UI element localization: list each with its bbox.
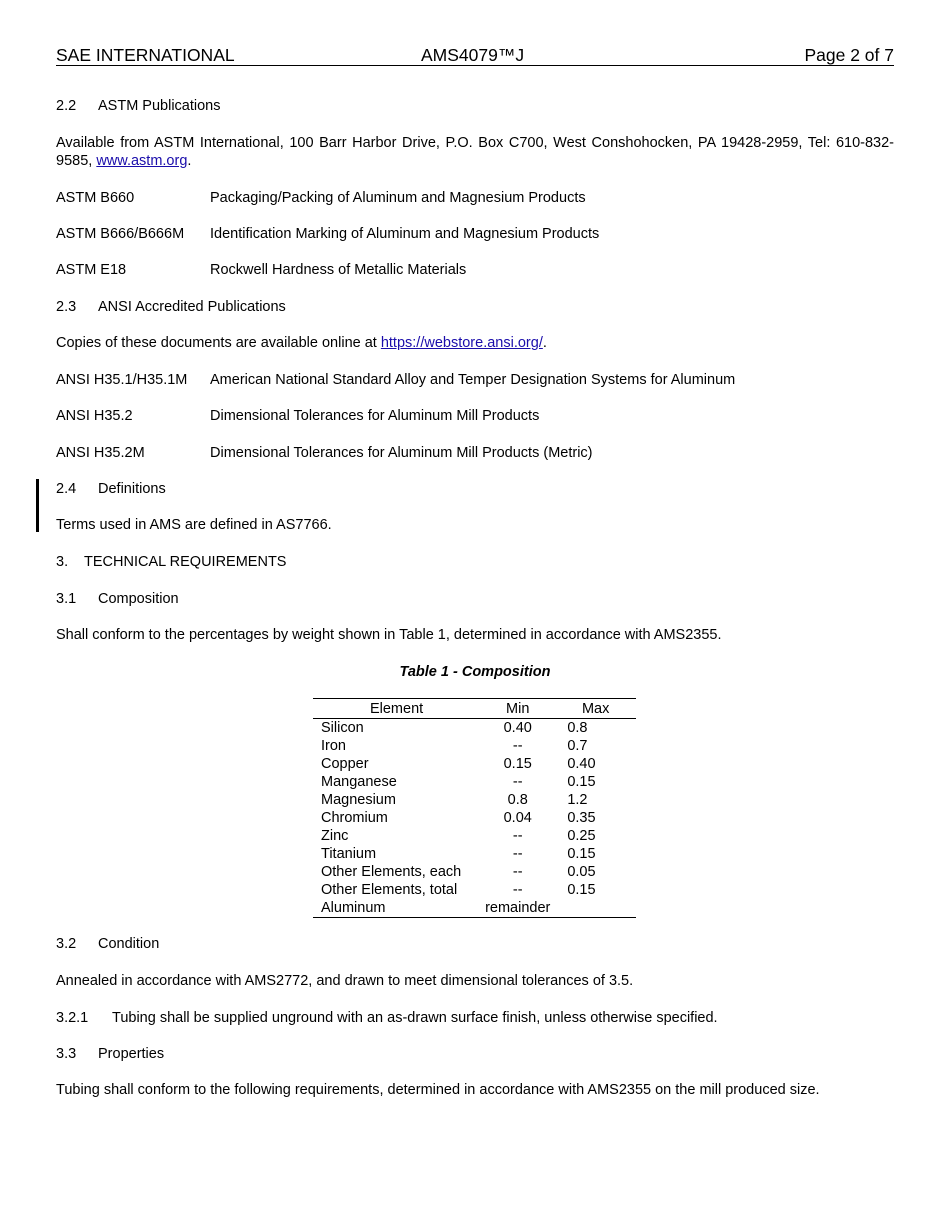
cell-max: 0.8 <box>567 720 588 736</box>
astm-availability-paragraph <box>56 134 894 170</box>
reference-code: ASTM E18 <box>56 262 127 278</box>
reference-title: American National Standard Alloy and Temper Designation Systems for Aluminum <box>210 372 736 388</box>
cell-min: 0.8 <box>507 792 528 808</box>
properties-paragraph: Tubing shall conform to the following requirements, determined in accordance with AMS2355 on the mill produced size. <box>56 1082 820 1098</box>
cell-element: Titanium <box>321 846 377 862</box>
reference-code: ANSI H35.2 <box>56 408 133 424</box>
cell-element: Other Elements, each <box>321 864 462 880</box>
column-header-element: Element <box>313 699 480 719</box>
definitions-paragraph: Terms used in AMS are defined in AS7766. <box>56 517 332 533</box>
header-document-number: AMS4079™J <box>421 45 525 65</box>
cell-max <box>555 899 636 918</box>
astm-availability-text: Available from ASTM International, 100 Barr Harbor Drive, P.O. Box C700, West Conshohocken, PA 19428-2959, Tel: 610-832-9585, <box>56 135 894 169</box>
cell-min: remainder <box>480 899 555 918</box>
cell-max: 0.15 <box>567 846 596 862</box>
table-row <box>313 809 636 827</box>
cell-max: 0.05 <box>567 864 596 880</box>
section-3-2-1-paragraph <box>56 1009 718 1027</box>
cell-min: -- <box>512 828 523 844</box>
cell-max: 0.25 <box>567 828 596 844</box>
table-row <box>313 881 636 899</box>
cell-max: 0.40 <box>567 756 596 772</box>
table-row <box>313 791 636 809</box>
reference-code: ANSI H35.1/H35.1M <box>56 372 188 388</box>
cell-min: -- <box>512 882 523 898</box>
section-2-4-heading <box>56 480 166 498</box>
section-number: 3.3 <box>56 1046 77 1062</box>
cell-element: Other Elements, total <box>321 882 458 898</box>
reference-code: ANSI H35.2M <box>56 445 145 461</box>
ansi-availability-text: Copies of these documents are available online at <box>56 335 381 351</box>
cell-element: Zinc <box>321 828 349 844</box>
document-page <box>56 0 894 1230</box>
cell-max: 0.35 <box>567 810 596 826</box>
table-row <box>313 773 636 791</box>
header-organization: SAE INTERNATIONAL <box>56 45 235 65</box>
table-row <box>313 845 636 863</box>
section-3-3-heading <box>56 1045 164 1063</box>
table-row <box>313 719 636 738</box>
table-row <box>313 863 636 881</box>
section-number: 2.2 <box>56 98 77 114</box>
composition-paragraph: Shall conform to the percentages by weight shown in Table 1, determined in accordance with AMS2355. <box>56 627 722 643</box>
table-row <box>313 755 636 773</box>
cell-min: 0.04 <box>503 810 532 826</box>
reference-title: Packaging/Packing of Aluminum and Magnesium Products <box>210 190 586 206</box>
section-title: Condition <box>98 936 160 952</box>
reference-title: Rockwell Hardness of Metallic Materials <box>210 262 467 278</box>
page-header <box>56 43 894 66</box>
ansi-link-period: . <box>542 335 547 351</box>
section-number: 2.4 <box>56 481 77 497</box>
cell-max: 0.15 <box>567 774 596 790</box>
reference-title: Identification Marking of Aluminum and Magnesium Products <box>210 226 600 242</box>
cell-min: -- <box>512 738 523 754</box>
cell-element: Aluminum <box>313 899 480 918</box>
section-number: 3.2.1 <box>56 1010 89 1026</box>
cell-element: Silicon <box>321 720 364 736</box>
table-header-row <box>313 699 636 719</box>
reference-title: Dimensional Tolerances for Aluminum Mill Products (Metric) <box>210 445 593 461</box>
reference-code: ASTM B660 <box>56 190 135 206</box>
section-text: Tubing shall be supplied unground with an as-drawn surface finish, unless otherwise specified. <box>112 1010 718 1026</box>
table-row <box>313 899 636 918</box>
astm-link-period: . <box>187 153 192 169</box>
column-header-max: Max <box>555 699 636 719</box>
reference-title: Dimensional Tolerances for Aluminum Mill Products <box>210 408 540 424</box>
section-number: 3.2 <box>56 936 77 952</box>
cell-element: Chromium <box>321 810 388 826</box>
cell-element: Iron <box>321 738 346 754</box>
cell-max: 1.2 <box>567 792 588 808</box>
section-title: ASTM Publications <box>98 98 221 114</box>
reference-code: ASTM B666/B666M <box>56 226 185 242</box>
section-number: 3. <box>56 554 69 570</box>
cell-max: 0.15 <box>567 882 596 898</box>
astm-website-link[interactable]: www.astm.org <box>96 153 188 169</box>
section-3-heading <box>56 553 286 571</box>
ansi-availability-paragraph <box>56 334 547 352</box>
cell-min: 0.40 <box>503 720 532 736</box>
revision-change-bar <box>36 479 39 532</box>
composition-table <box>313 698 636 918</box>
section-3-2-heading <box>56 935 159 953</box>
ansi-webstore-link[interactable]: https://webstore.ansi.org/ <box>380 335 543 351</box>
cell-element: Copper <box>321 756 369 772</box>
section-number: 3.1 <box>56 591 77 607</box>
section-number: 2.3 <box>56 299 77 315</box>
cell-min: -- <box>512 864 523 880</box>
section-2-2-heading <box>56 97 221 115</box>
cell-min: -- <box>512 846 523 862</box>
condition-paragraph: Annealed in accordance with AMS2772, and drawn to meet dimensional tolerances of 3.5. <box>56 973 634 989</box>
cell-element: Manganese <box>321 774 397 790</box>
header-page-number: Page 2 of 7 <box>804 45 894 65</box>
cell-max: 0.7 <box>567 738 588 754</box>
cell-min: 0.15 <box>503 756 532 772</box>
section-title: Properties <box>98 1046 165 1062</box>
cell-min: -- <box>512 774 523 790</box>
section-title: TECHNICAL REQUIREMENTS <box>84 554 287 570</box>
section-3-1-heading <box>56 590 179 608</box>
cell-element: Magnesium <box>321 792 396 808</box>
section-title: Composition <box>98 591 179 607</box>
table-row <box>313 737 636 755</box>
section-title: ANSI Accredited Publications <box>98 299 286 315</box>
table-row <box>313 827 636 845</box>
section-2-3-heading <box>56 298 286 316</box>
table-caption: Table 1 - Composition <box>399 664 551 680</box>
column-header-min: Min <box>480 699 555 719</box>
section-title: Definitions <box>98 481 166 497</box>
